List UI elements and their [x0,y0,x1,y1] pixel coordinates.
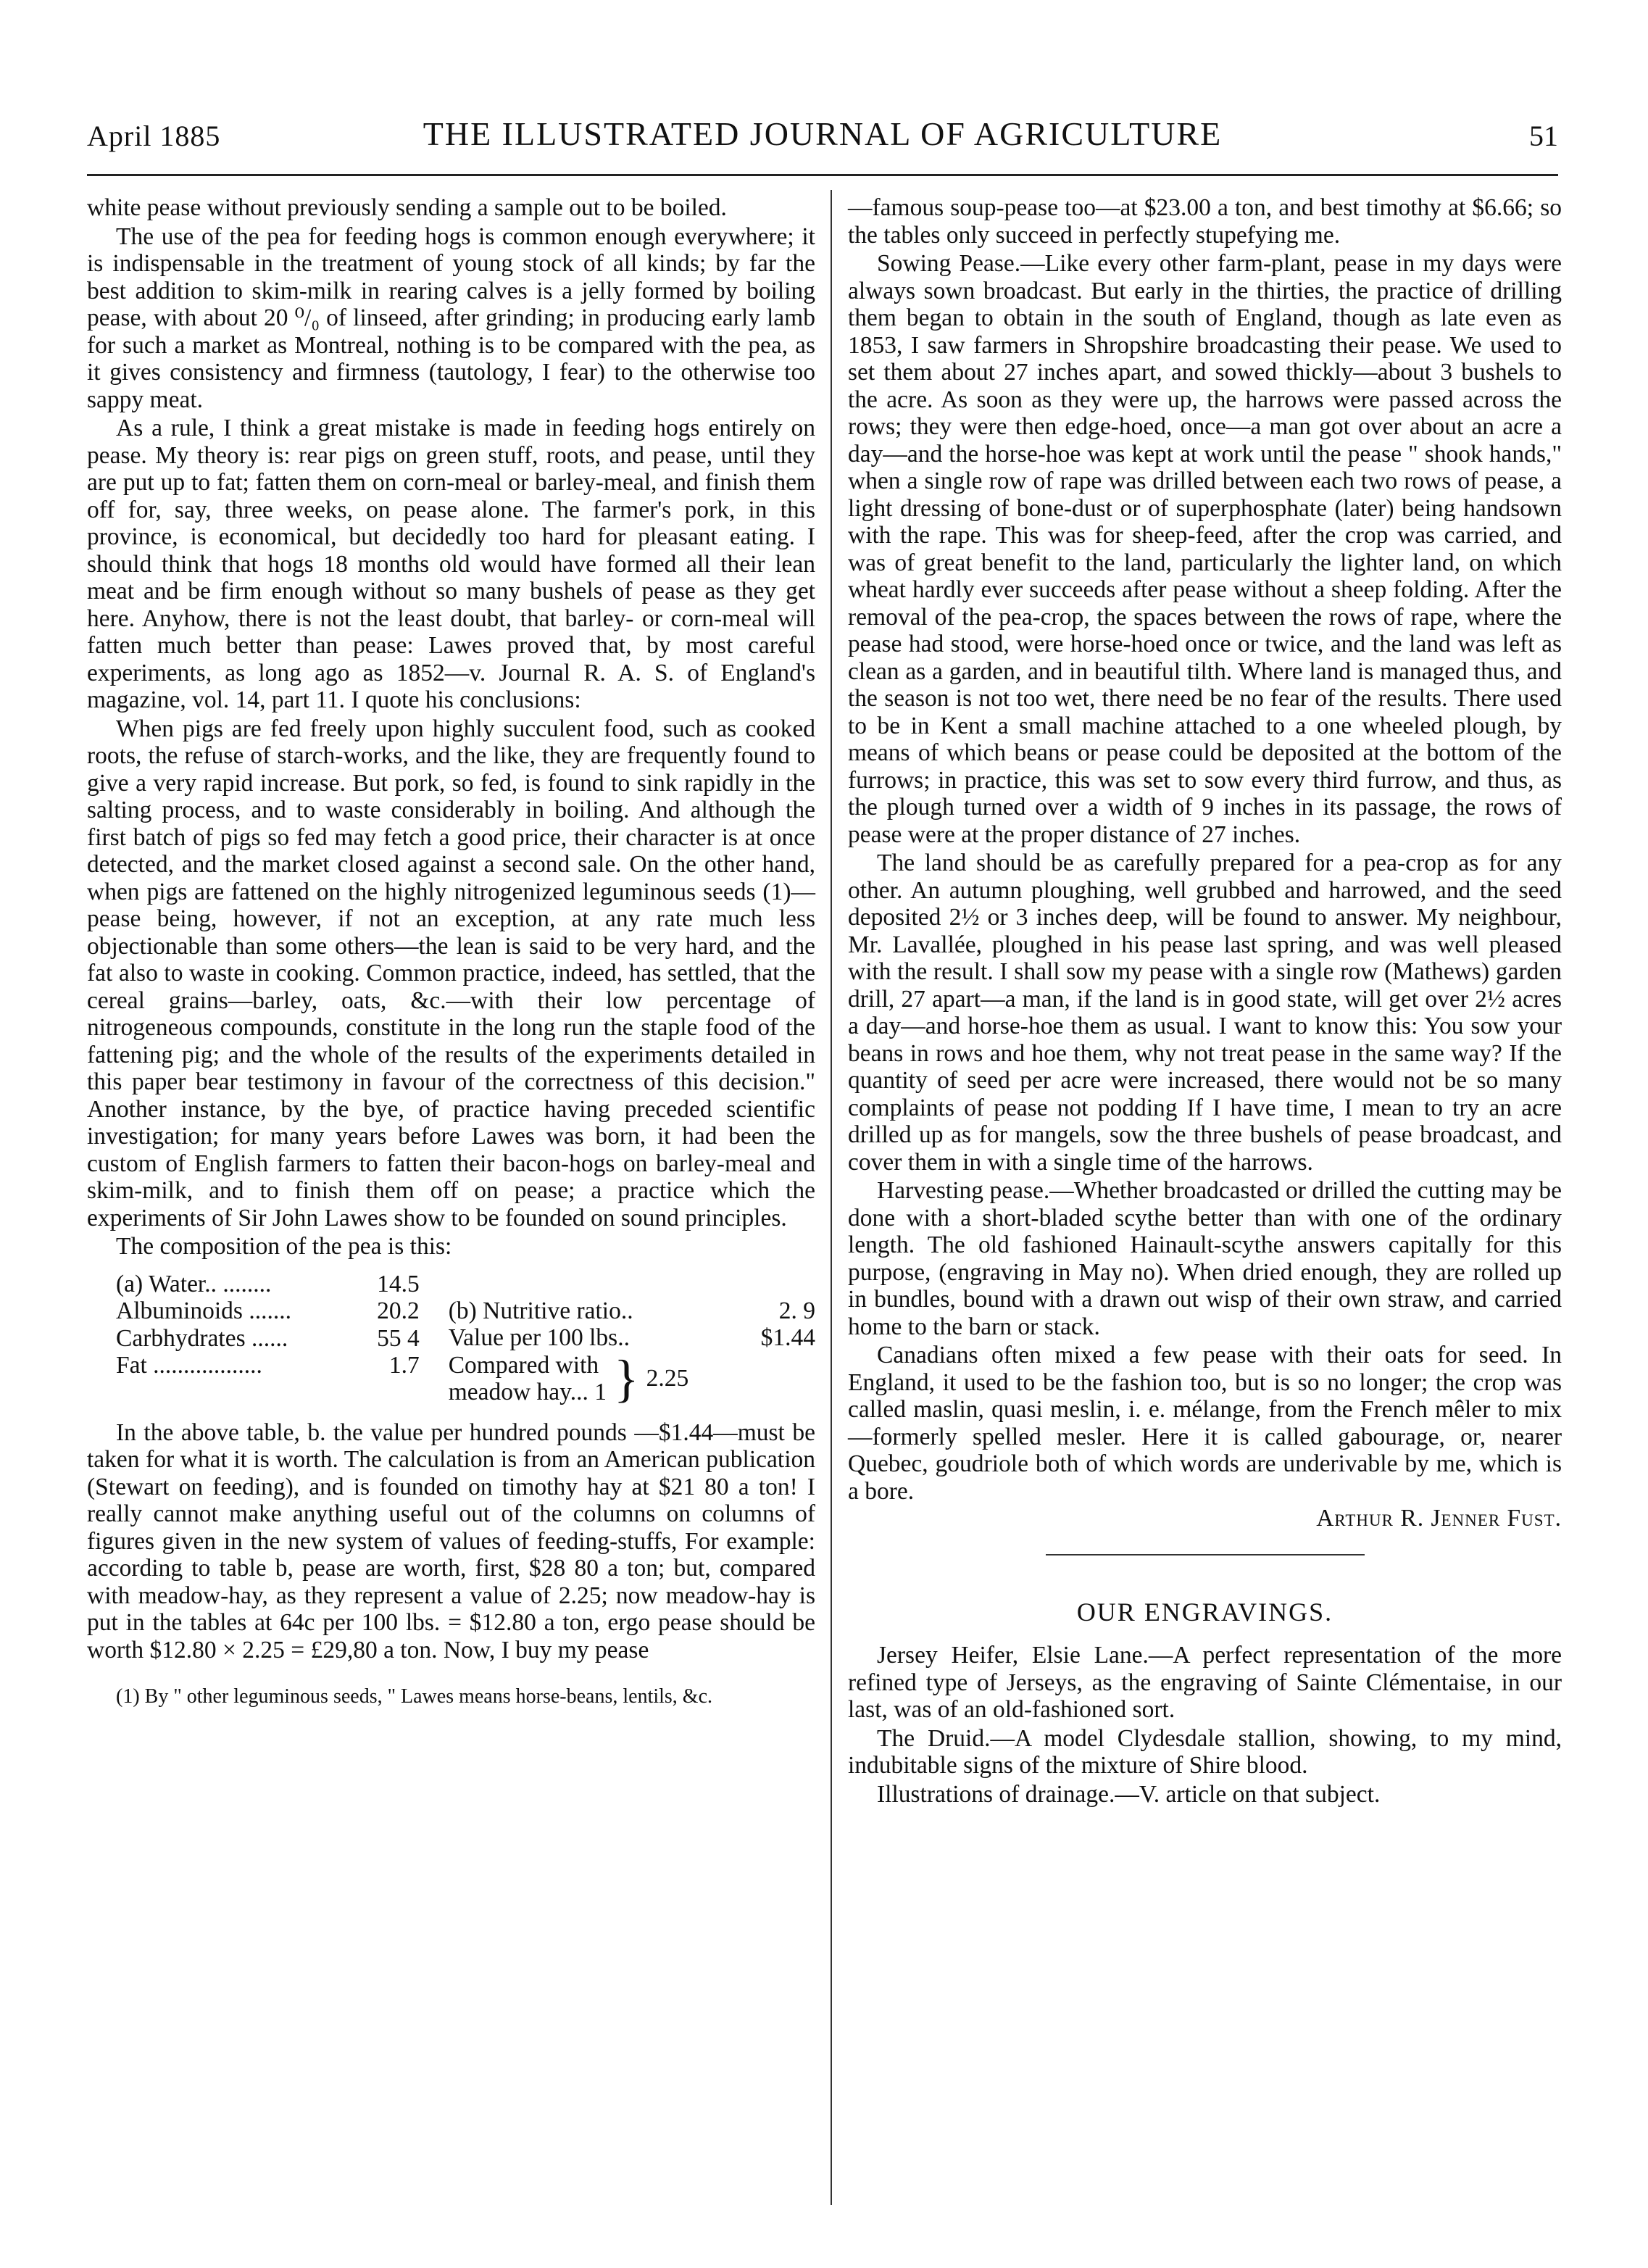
nutritive-ratio-label: (b) Nutritive ratio.. [448,1297,633,1324]
engravings-title: OUR ENGRAVINGS. [1076,1597,1333,1627]
composition-label: Fat .................. [116,1352,262,1379]
paragraph: In the above table, b. the value per hundred pounds —$1.44—must be taken for what it is worth. The calculation is from an American publication (Stewart on feeding), and is founded on timothy hay at $21 80 a ton! I really cannot make anything useful out of the columns on columns of figures given in the new system of values of feeding-stuffs, For example: according to table b, pease are worth, first, $28 80 a ton; but, compared with meadow-hay, as they represent a value of 2.25; now meadow-hay is put in the tables at 64c per 100 lbs. = $12.80 a ton, ergo pease should be worth $12.80 × 2.25 = £29,80 a ton. Now, I buy my pease [87,1418,815,1663]
paragraph: The land should be as carefully prepared for a pea-crop as for any other. An autumn ploughing, well grubbed and harrowed, and the seed deposited 2½ or 3 inches deep, will be found to answer. My neighbour, Mr. Lavallée, ploughed in his pease last spring, and was well pleased with the result. I shall sow my pease with a single row (Mathews) garden drill, 27 apart—a man, if the land is in good state, will get over 2½ acres a day—and horse-hoe them as usual. I want to know this: You sow your beans in rows and hoe them, why not treat pease in the same way? If the quantity of seed per acre were increased, there would not be so many complaints of pease not podding If I have time, I mean to try an acre drilled up as for mangels, sow the three bushels of pease broadcast, and cover them in with a single time of the harrows. [848,850,1562,1176]
composition-value: 55 4 [377,1324,420,1352]
nutritive-ratio-value: 2. 9 [778,1297,815,1324]
value-per-100-row [449,1324,815,1352]
paragraph: When pigs are fed freely upon highly succulent food, such as cooked roots, the refuse of starch-works, and the like, they are frequently found to give a very rapid increase. But pork, so fed, is found to sink rapidly in the salting process, and to waste considerably in boiling. And although the first batch of pigs so fed may fetch a good price, their character is at once detected, and the market closed against a second sale. On the other hand, when pigs are fattened on the highly nitrogenized leguminous seeds (1)—pease being, however, if not an exception, at any rate much less objectionable than some others—the lean is said to be very hard, and the fat also to waste in cooking. Common practice, indeed, has settled, that the cereal grains—barley, oats, &c.—with their low percentage of nitrogeneous compounds, constitute in the long run the staple food of the fattening pig; and the whole of the results of the experiments detailed in this paper bear testimony in favour of the correctness of this decision." Another instance, by the bye, of practice having preceded scientific investigation; for many years before Lawes was born, it had been the custom of English farmers to fatten their bacon-hogs on barley-meal and skim-milk, and to finish them off on pease; a practice which the experiments of Sir John Lawes show to be founded on sound principles. [87,715,815,1231]
footnote-text: (1) By " other leguminous seeds, " Lawes means horse-beans, lentils, &c. [116,1685,713,1708]
column-divider [831,190,832,2205]
composition-row [116,1325,420,1353]
paragraph: The composition of the pea is this: [116,1233,452,1260]
paragraph: Canadians often mixed a few pease with their oats for seed. In England, it used to be the fashion too, but is so no longer; the crop was called maslin, quasi meslin, i. e. mélange, from the French mêler to mix—formerly spelled mesler. Here it is called gabourage, or, nearer Quebec, goudriole both of which words are underivable by me, which is a bore. [848,1342,1562,1505]
composition-label: Carbhydrates ...... [116,1324,288,1352]
compared-label: Compared with [448,1351,599,1379]
composition-value: 1.7 [388,1352,420,1379]
header-title: THE ILLUSTRATED JOURNAL OF AGRICULTURE [423,115,1223,152]
value-per-100-value: $1.44 [760,1324,815,1351]
page-header [87,115,1558,158]
composition-label: Albuminoids ....... [116,1297,291,1324]
brace-glyph: } [614,1350,639,1408]
right-column [848,194,1562,1808]
composition-value: 20.2 [377,1297,420,1324]
compared-value: 2.25 [646,1365,689,1392]
paragraph: Harvesting pease.—Whether broadcasted or drilled the cutting may be done with a short-bladed scythe better than with one of the ordinary length. The old fashioned Hainault-scythe answers capitally for this purpose, (engraving in May no). When dried enough, they are rolled up in bundles, bound with a drawn out wisp of their own straw, and carried home to the barn or stack. [848,1177,1562,1340]
value-per-100-label: Value per 100 lbs.. [448,1324,630,1351]
engraving-note: Illustrations of drainage.—V. article on that subject. [877,1780,1381,1808]
paragraph: The use of the pea for feeding hogs is common enough everywhere; it is indispensable in the treatment of young stock of all kinds; by far the best addition to skim-milk in rearing calves is a jelly formed by boiling pease, with about 20 ⁰/₀ of linseed, after grinding; in producing early lamb for such a market as Montreal, nothing is to be compared with the pea, as it gives consistency and firmness (tautology, I fear) to the otherwise too sappy meat. [87,223,815,413]
compared-label: meadow hay... 1 [448,1379,607,1405]
compared-row [449,1352,815,1406]
composition-table [116,1271,815,1406]
composition-row [116,1352,420,1379]
composition-a [116,1271,420,1406]
engraving-note: The Druid.—A model Clydesdale stallion, showing, to my mind, indubitable signs of the mixture of Shire blood. [848,1724,1562,1779]
nutritive-ratio-row [449,1297,815,1325]
composition-label: (a) Water.. ........ [116,1270,272,1297]
left-column [87,194,815,1708]
header-page-number: 51 [1529,120,1558,152]
header-date: April 1885 [87,120,221,152]
compared-labels [449,1352,607,1406]
composition-b [420,1271,815,1406]
composition-value: 14.5 [377,1270,420,1297]
author-signature: Arthur R. Jenner Fust. [1316,1505,1562,1532]
section-rule [1046,1554,1365,1555]
paragraph: —famous soup-pease too—at $23.00 a ton, and best timothy at $6.66; so the tables only succeed in perfectly stupefying me. [848,194,1562,249]
paragraph: white pease without previously sending a sample out to be boiled. [87,194,727,221]
paragraph: Sowing Pease.—Like every other farm-plant, pease in my days were always sown broadcast. But early in the thirties, the practice of drilling them began to obtain in the south of England, though as late even as 1853, I saw farmers in Shropshire broadcasting their pease. We used to set them about 27 inches apart, and sowed thickly—about 3 bushels to the acre. As soon as they were up, the harrows were passed across the rows; they were then edge-hoed, once—a man got over about an acre a day—and the horse-hoe was kept at work until the pease " shook hands," when a single row of rape was drilled between each two rows of pease, a light dressing of bone-dust or of superphosphate (later) being handsown with the rape. This was for sheep-feed, after the crop was carried, and was of great benefit to the land, particularly the lighter land, on which wheat hardly ever succeeds after pease without a sheep folding. After the removal of the pea-crop, the spaces between the rows of rape, where the pease had stood, were horse-hoed once or twice, and the land was left as clean as a garden, and in beautiful tilth. Where land is managed thus, and the season is not too wet, there need be no fear of the results. There used to be in Kent a small machine attached to a one wheeled plough, by means of which beans or pease could be deposited at the bottom of the furrows; in practice, this was set to sow every third furrow, and thus, as the plough turned over a width of 9 inches in its passage, the rows of pease were at the proper distance of 27 inches. [848,250,1562,848]
paragraph: As a rule, I think a great mistake is made in feeding hogs entirely on pease. My theory is: rear pigs on green stuff, roots, and pease, until they are put up to fat; fatten them on corn-meal or barley-meal, and finish them off for, say, three weeks, on pease alone. The farmer's pork, in this province, is economical, but decidedly too hard for pleasant eating. I should think that hogs 18 months old would have formed all their lean meat and be firm enough without so many bushels of pease as they get here. Anyhow, there is not the least doubt, that barley- or corn-meal will fatten much better than pease: Lawes proved that, by most careful experiments, as long ago as 1852—v. Journal R. A. S. of England's magazine, vol. 14, part 11. I quote his conclusions: [87,415,815,713]
engraving-note: Jersey Heifer, Elsie Lane.—A perfect representation of the more refined type of Jerseys, as the engraving of Sainte Clémentaise, in our last, was of an old-fashioned sort. [848,1642,1562,1723]
header-rule [87,174,1558,176]
footnote [87,1685,815,1708]
composition-row [116,1297,420,1325]
composition-row [116,1271,420,1298]
